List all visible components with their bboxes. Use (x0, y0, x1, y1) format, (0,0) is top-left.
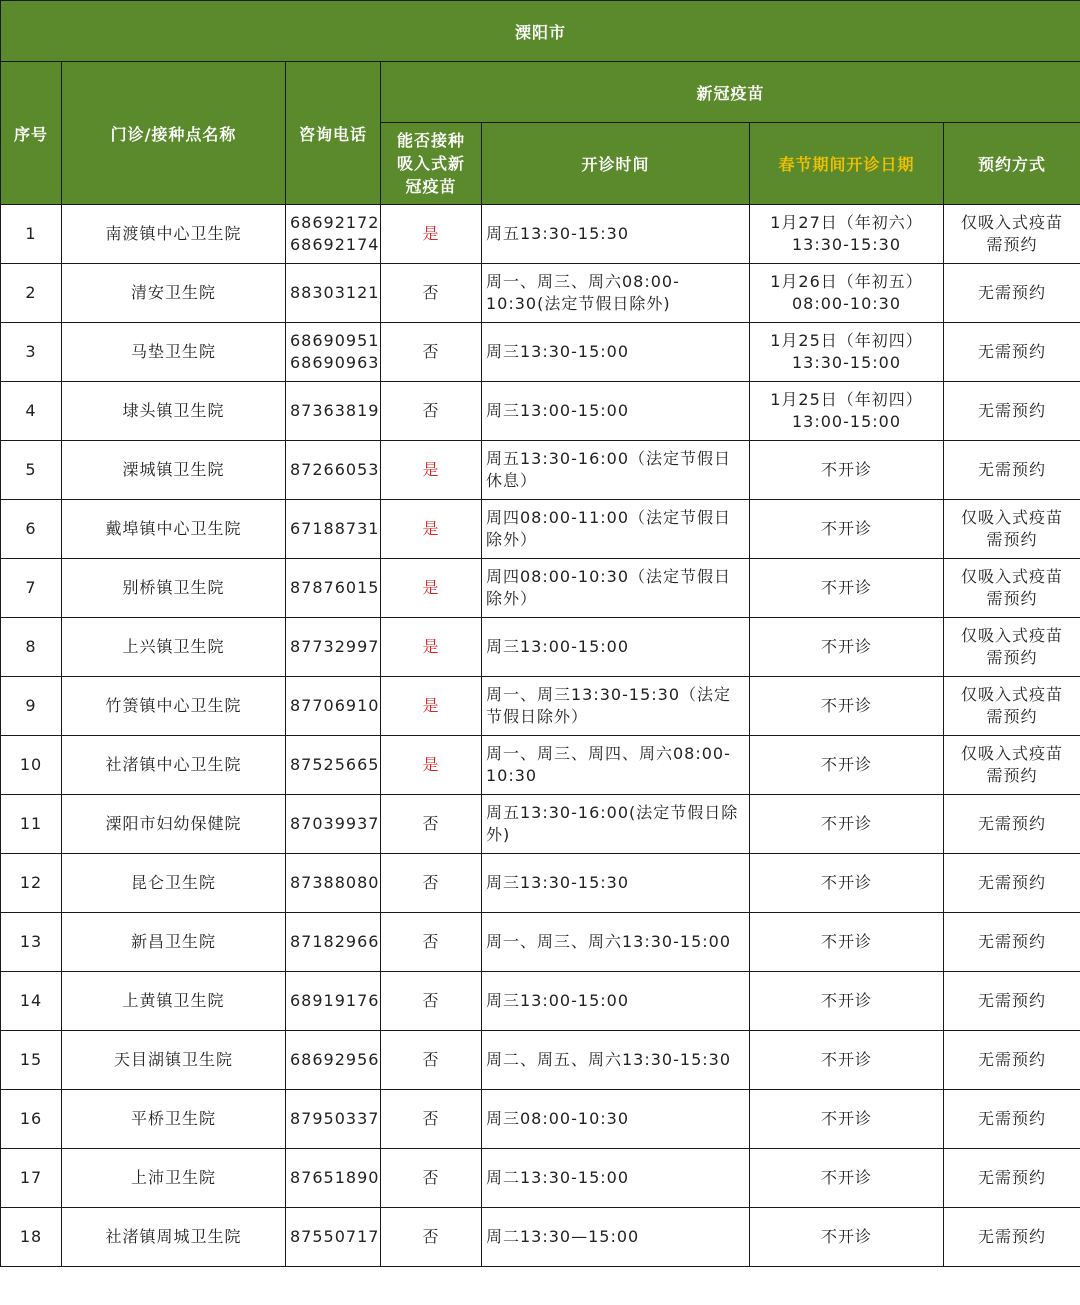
cell-hours: 周一、周三、周六13:30-15:00 (482, 913, 750, 972)
cell-booking: 无需预约 (944, 441, 1080, 500)
cell-no: 7 (1, 559, 62, 618)
cell-inhaled: 是 (381, 618, 482, 677)
cell-no: 8 (1, 618, 62, 677)
cell-no: 3 (1, 323, 62, 382)
cell-inhaled: 否 (381, 913, 482, 972)
cell-name: 马垫卫生院 (62, 323, 286, 382)
cell-booking: 无需预约 (944, 972, 1080, 1031)
cell-booking: 无需预约 (944, 1031, 1080, 1090)
cell-hours: 周四08:00-11:00（法定节假日除外） (482, 500, 750, 559)
table-row (1, 854, 1080, 913)
cell-no: 18 (1, 1208, 62, 1267)
cell-name: 南渡镇中心卫生院 (62, 205, 286, 264)
cell-name: 昆仑卫生院 (62, 854, 286, 913)
cell-no: 16 (1, 1090, 62, 1149)
cell-name: 上黄镇卫生院 (62, 972, 286, 1031)
table-row (1, 1208, 1080, 1267)
cell-hours: 周三13:00-15:00 (482, 382, 750, 441)
cell-inhaled: 否 (381, 972, 482, 1031)
cell-no: 2 (1, 264, 62, 323)
cell-name: 新昌卫生院 (62, 913, 286, 972)
cell-hours: 周三13:30-15:00 (482, 323, 750, 382)
cell-inhaled: 是 (381, 500, 482, 559)
cell-phone: 87950337 (286, 1090, 381, 1149)
table-row (1, 618, 1080, 677)
cell-hours: 周二、周五、周六13:30-15:30 (482, 1031, 750, 1090)
cell-hours: 周三13:30-15:30 (482, 854, 750, 913)
cell-hours: 周五13:30-15:30 (482, 205, 750, 264)
cell-no: 12 (1, 854, 62, 913)
cell-inhaled: 否 (381, 854, 482, 913)
header-phone: 咨询电话 (286, 62, 381, 205)
cell-name: 社渚镇周城卫生院 (62, 1208, 286, 1267)
cell-booking: 仅吸入式疫苗需预约 (944, 677, 1080, 736)
header-festival: 春节期间开诊日期 (750, 123, 944, 205)
cell-phone: 87651890 (286, 1149, 381, 1208)
header-hours: 开诊时间 (482, 123, 750, 205)
cell-festival: 不开诊 (750, 441, 944, 500)
table-row (1, 1031, 1080, 1090)
cell-no: 17 (1, 1149, 62, 1208)
cell-festival: 不开诊 (750, 559, 944, 618)
cell-name: 别桥镇卫生院 (62, 559, 286, 618)
cell-booking: 仅吸入式疫苗需预约 (944, 500, 1080, 559)
table-row (1, 913, 1080, 972)
cell-festival: 不开诊 (750, 618, 944, 677)
table-row (1, 736, 1080, 795)
cell-inhaled: 否 (381, 795, 482, 854)
cell-booking: 仅吸入式疫苗需预约 (944, 205, 1080, 264)
cell-name: 平桥卫生院 (62, 1090, 286, 1149)
cell-name: 上兴镇卫生院 (62, 618, 286, 677)
cell-no: 11 (1, 795, 62, 854)
cell-inhaled: 是 (381, 559, 482, 618)
cell-festival: 不开诊 (750, 854, 944, 913)
cell-hours: 周四08:00-10:30（法定节假日除外） (482, 559, 750, 618)
table-row (1, 795, 1080, 854)
cell-booking: 仅吸入式疫苗需预约 (944, 559, 1080, 618)
cell-festival: 1月25日（年初四） 13:00-15:00 (750, 382, 944, 441)
cell-phone: 87388080 (286, 854, 381, 913)
table-row (1, 323, 1080, 382)
cell-inhaled: 否 (381, 1208, 482, 1267)
cell-phone: 68692172 68692174 (286, 205, 381, 264)
table-row (1, 1090, 1080, 1149)
cell-no: 14 (1, 972, 62, 1031)
cell-festival: 1月26日（年初五） 08:00-10:30 (750, 264, 944, 323)
cell-hours: 周二13:30—15:00 (482, 1208, 750, 1267)
table-row (1, 559, 1080, 618)
table-row (1, 1149, 1080, 1208)
cell-phone: 87732997 (286, 618, 381, 677)
cell-phone: 87550717 (286, 1208, 381, 1267)
cell-booking: 无需预约 (944, 1090, 1080, 1149)
cell-inhaled: 是 (381, 205, 482, 264)
cell-phone: 68690951 68690963 (286, 323, 381, 382)
table-row (1, 972, 1080, 1031)
cell-hours: 周五13:30-16:00(法定节假日除外) (482, 795, 750, 854)
cell-no: 15 (1, 1031, 62, 1090)
cell-booking: 无需预约 (944, 913, 1080, 972)
cell-hours: 周一、周三、周六08:00-10:30(法定节假日除外) (482, 264, 750, 323)
cell-name: 溧阳市妇幼保健院 (62, 795, 286, 854)
cell-no: 9 (1, 677, 62, 736)
table-row (1, 205, 1080, 264)
cell-booking: 无需预约 (944, 1149, 1080, 1208)
cell-phone: 68919176 (286, 972, 381, 1031)
cell-phone: 87266053 (286, 441, 381, 500)
cell-hours: 周一、周三13:30-15:30（法定节假日除外） (482, 677, 750, 736)
cell-inhaled: 是 (381, 736, 482, 795)
cell-hours: 周三13:00-15:00 (482, 618, 750, 677)
cell-festival: 不开诊 (750, 677, 944, 736)
cell-name: 上沛卫生院 (62, 1149, 286, 1208)
cell-festival: 不开诊 (750, 1208, 944, 1267)
cell-festival: 不开诊 (750, 1031, 944, 1090)
cell-name: 埭头镇卫生院 (62, 382, 286, 441)
cell-festival: 不开诊 (750, 972, 944, 1031)
cell-no: 6 (1, 500, 62, 559)
cell-hours: 周三13:00-15:00 (482, 972, 750, 1031)
cell-name: 社渚镇中心卫生院 (62, 736, 286, 795)
cell-festival: 不开诊 (750, 795, 944, 854)
cell-hours: 周二13:30-15:00 (482, 1149, 750, 1208)
header-inhaled: 能否接种吸入式新冠疫苗 (381, 123, 482, 205)
cell-name: 清安卫生院 (62, 264, 286, 323)
cell-inhaled: 否 (381, 382, 482, 441)
cell-hours: 周三08:00-10:30 (482, 1090, 750, 1149)
table-row (1, 382, 1080, 441)
cell-festival: 不开诊 (750, 1149, 944, 1208)
cell-phone: 87876015 (286, 559, 381, 618)
cell-booking: 仅吸入式疫苗需预约 (944, 736, 1080, 795)
cell-inhaled: 否 (381, 1090, 482, 1149)
table-title: 溧阳市 (1, 1, 1080, 62)
cell-booking: 无需预约 (944, 1208, 1080, 1267)
cell-phone: 68692956 (286, 1031, 381, 1090)
table-row (1, 264, 1080, 323)
table-row (1, 500, 1080, 559)
cell-phone: 88303121 (286, 264, 381, 323)
cell-inhaled: 否 (381, 1031, 482, 1090)
cell-festival: 不开诊 (750, 500, 944, 559)
cell-phone: 87363819 (286, 382, 381, 441)
cell-phone: 87525665 (286, 736, 381, 795)
cell-phone: 87039937 (286, 795, 381, 854)
cell-name: 天目湖镇卫生院 (62, 1031, 286, 1090)
cell-festival: 不开诊 (750, 1090, 944, 1149)
cell-booking: 无需预约 (944, 264, 1080, 323)
cell-inhaled: 否 (381, 323, 482, 382)
table-row (1, 677, 1080, 736)
cell-phone: 87182966 (286, 913, 381, 972)
table-row (1, 441, 1080, 500)
cell-phone: 67188731 (286, 500, 381, 559)
cell-no: 13 (1, 913, 62, 972)
cell-no: 4 (1, 382, 62, 441)
cell-booking: 无需预约 (944, 382, 1080, 441)
cell-inhaled: 是 (381, 441, 482, 500)
cell-festival: 不开诊 (750, 736, 944, 795)
cell-no: 1 (1, 205, 62, 264)
cell-phone: 87706910 (286, 677, 381, 736)
cell-name: 溧城镇卫生院 (62, 441, 286, 500)
header-booking: 预约方式 (944, 123, 1080, 205)
cell-inhaled: 是 (381, 677, 482, 736)
cell-booking: 仅吸入式疫苗需预约 (944, 618, 1080, 677)
cell-booking: 无需预约 (944, 854, 1080, 913)
cell-festival: 1月25日（年初四） 13:30-15:00 (750, 323, 944, 382)
cell-festival: 1月27日（年初六） 13:30-15:30 (750, 205, 944, 264)
cell-booking: 无需预约 (944, 323, 1080, 382)
cell-booking: 无需预约 (944, 795, 1080, 854)
cell-name: 竹箦镇中心卫生院 (62, 677, 286, 736)
cell-hours: 周一、周三、周四、周六08:00-10:30 (482, 736, 750, 795)
cell-festival: 不开诊 (750, 913, 944, 972)
cell-no: 5 (1, 441, 62, 500)
cell-hours: 周五13:30-16:00（法定节假日休息） (482, 441, 750, 500)
cell-inhaled: 否 (381, 1149, 482, 1208)
cell-no: 10 (1, 736, 62, 795)
cell-name: 戴埠镇中心卫生院 (62, 500, 286, 559)
header-no: 序号 (1, 62, 62, 205)
cell-inhaled: 否 (381, 264, 482, 323)
header-vaccine-group: 新冠疫苗 (381, 62, 1080, 123)
header-name: 门诊/接种点名称 (62, 62, 286, 205)
